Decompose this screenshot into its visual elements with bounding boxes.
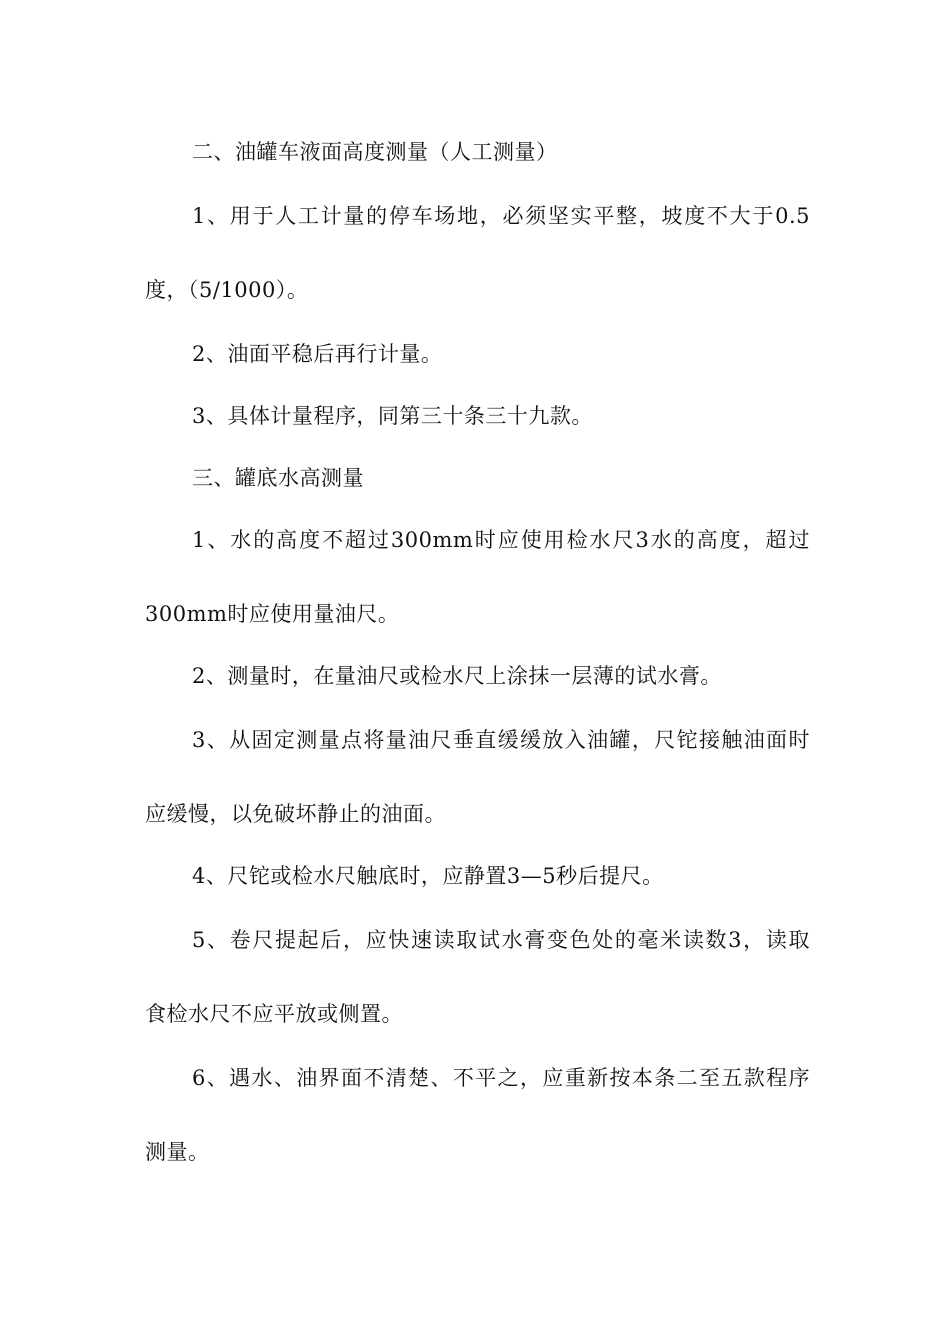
- paragraph-2-3: 3、具体计量程序，同第三十条三十九款。: [192, 404, 593, 428]
- paragraph-3-3-line-2: 应缓慢，以免破坏静止的油面。: [145, 802, 446, 826]
- paragraph-3-3-line-1: 3、从固定测量点将量油尺垂直缓缓放入油罐，尺铊接触油面时: [192, 728, 810, 752]
- paragraph-2-1-line-2: 度，（5/1000）。: [145, 278, 309, 302]
- paragraph-3-6-line-2: 测量。: [145, 1140, 210, 1164]
- section-heading-2: 二、油罐车液面高度测量（人工测量）: [192, 140, 558, 164]
- paragraph-3-5-line-2: 食检水尺不应平放或侧置。: [145, 1002, 403, 1026]
- paragraph-3-4: 4、尺铊或检水尺触底时，应静置3—5秒后提尺。: [192, 864, 664, 888]
- paragraph-3-6-line-1: 6、遇水、油界面不清楚、不平之，应重新按本条二至五款程序: [192, 1066, 810, 1090]
- paragraph-2-1-line-1: 1、用于人工计量的停车场地，必须坚实平整，坡度不大于0.5: [192, 204, 810, 228]
- paragraph-3-5-line-1: 5、卷尺提起后，应快速读取试水膏变色处的毫米读数3，读取: [192, 928, 810, 952]
- section-heading-3: 三、罐底水高测量: [192, 466, 364, 490]
- paragraph-3-2: 2、测量时，在量油尺或检水尺上涂抹一层薄的试水膏。: [192, 664, 722, 688]
- paragraph-2-2: 2、油面平稳后再行计量。: [192, 342, 443, 366]
- paragraph-3-1-line-1: 1、水的高度不超过300mm时应使用检水尺3水的高度，超过: [192, 528, 810, 552]
- paragraph-3-1-line-2: 300mm时应使用量油尺。: [145, 602, 400, 626]
